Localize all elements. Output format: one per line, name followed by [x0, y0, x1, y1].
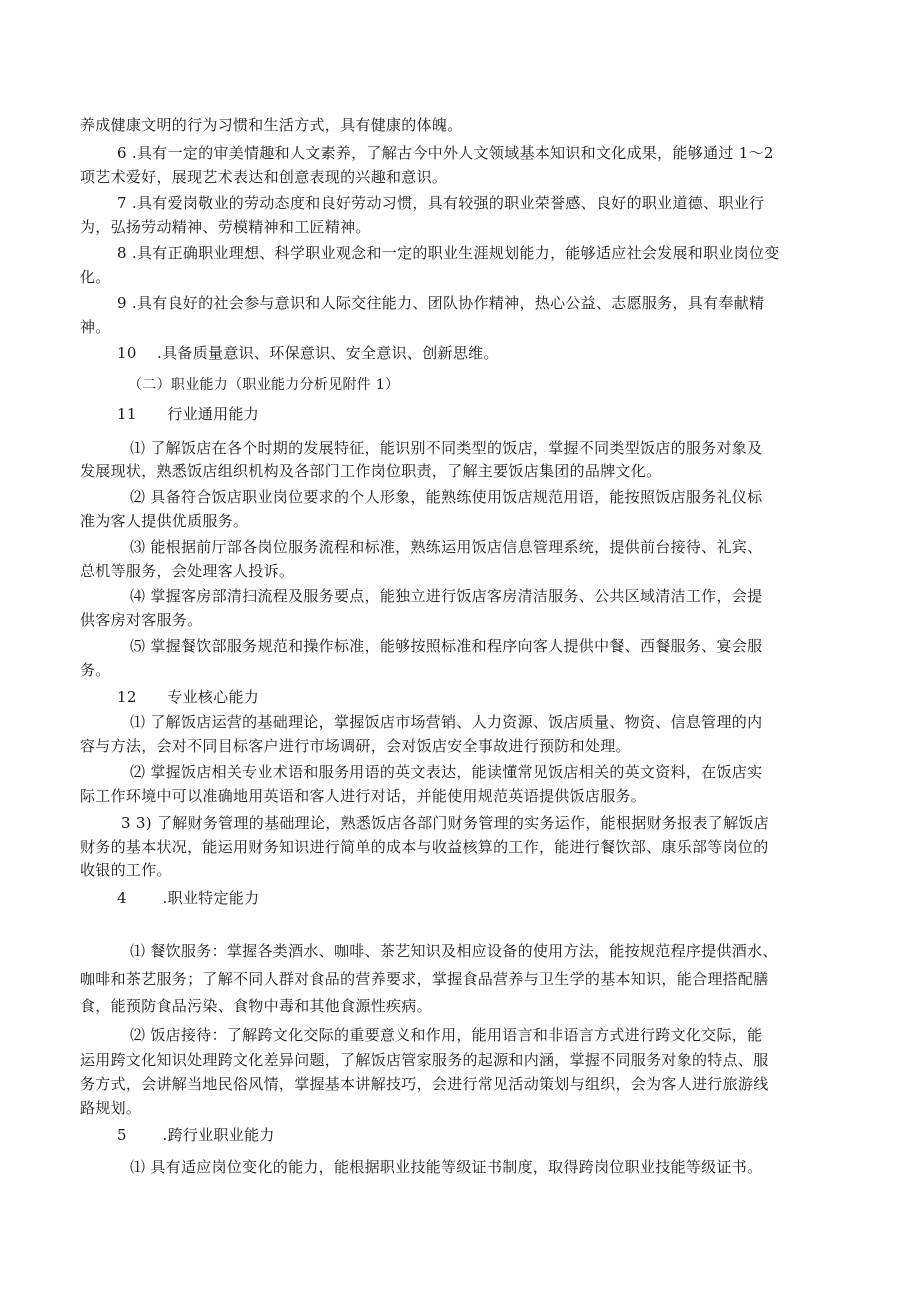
text-line: 总机等服务，会处理客人投诉。 — [80, 562, 295, 580]
text-line: ⑶ 能根据前厅部各岗位服务流程和标准，熟练运用饭店信息管理系统，提供前台接待、礼宾、 — [130, 538, 763, 556]
text-line: 食，能预防食品污染、食物中毒和其他食源性疾病。 — [80, 997, 432, 1015]
text-line: ⑴ 了解饭店运营的基础理论，掌握饭店市场营销、人力资源、饭店质量、物资、信息管理的内 — [130, 713, 763, 731]
text-line: 收银的工作。 — [80, 861, 172, 879]
text-line: 8 .具有正确职业理想、科学职业观念和一定的职业生涯规划能力，能够适应社会发展和职业岗位变 — [117, 244, 780, 262]
text-line: ⑷ 掌握客房部清扫流程及服务要点，能独立进行饭店客房清洁服务、公共区域清洁工作，会提 — [130, 587, 763, 605]
text-line: 容与方法，会对不同目标客户进行市场调研，会对饭店安全事故进行预防和处理。 — [80, 737, 631, 755]
text-line: ⑵ 饭店接待：了解跨文化交际的重要意义和作用，能用语言和非语言方式进行跨文化交际，能 — [130, 1026, 763, 1044]
text-line: 化。 — [80, 268, 111, 286]
text-line: 10 .具备质量意识、环保意识、安全意识、创新思维。 — [117, 344, 499, 362]
text-line: 9 .具有良好的社会参与意识和人际交往能力、团队协作精神，热心公益、志愿服务，具有奉献精 — [117, 294, 765, 312]
text-line: 准为客人提供优质服务。 — [80, 512, 249, 530]
text-line: 务方式，会讲解当地民俗风情，掌握基本讲解技巧，会进行常见活动策划与组织，会为客人进行旅游线 — [80, 1075, 769, 1093]
subsection-heading: 11 行业通用能力 — [117, 405, 260, 423]
text-line: 发展现状，熟悉饭店组织机构及各部门工作岗位职责，了解主要饭店集团的品牌文化。 — [80, 462, 662, 480]
text-line: ⑴ 餐饮服务：掌握各类酒水、咖啡、茶艺知识及相应设备的使用方法，能按规范程序提供酒水、 — [130, 942, 778, 960]
text-line: ⑸ 掌握餐饮部服务规范和操作标准，能够按照标准和程序向客人提供中餐、西餐服务、宴会服 — [130, 637, 763, 655]
text-line: 项艺术爱好，展现艺术表达和创意表现的兴趣和意识。 — [80, 168, 448, 186]
text-line: ⑴ 具有适应岗位变化的能力，能根据职业技能等级证书制度，取得跨岗位职业技能等级证书。 — [130, 1158, 763, 1176]
text-line: ⑵ 具备符合饭店职业岗位要求的个人形象，能熟练使用饭店规范用语，能按照饭店服务礼仪标 — [130, 488, 763, 506]
subsection-heading: 5 .跨行业职业能力 — [117, 1126, 275, 1144]
text-line: 务。 — [80, 661, 111, 679]
section-heading: （二）职业能力（职业能力分析见附件 1） — [128, 377, 400, 393]
subsection-heading: 4 .职业特定能力 — [117, 889, 260, 907]
subsection-heading: 12 专业核心能力 — [117, 688, 260, 706]
text-line: 神。 — [80, 318, 111, 336]
text-line: 3 3) 了解财务管理的基础理论，熟悉饭店各部门财务管理的实务运作，能根据财务报表了解饭店 — [121, 814, 769, 832]
text-line: 供客房对客服务。 — [80, 611, 203, 629]
text-line: 7 .具有爱岗敬业的劳动态度和良好劳动习惯，具有较强的职业荣誉感、良好的职业道德、职业行 — [117, 194, 765, 212]
text-line: 际工作环境中可以准确地用英语和客人进行对话，并能使用规范英语提供饭店服务。 — [80, 787, 647, 805]
text-line: 路规划。 — [80, 1099, 142, 1117]
text-line: 为，弘扬劳动精神、劳模精神和工匠精神。 — [80, 218, 371, 236]
text-line: 财务的基本状况，能运用财务知识进行简单的成本与收益核算的工作，能进行餐饮部、康乐部等岗位的 — [80, 838, 769, 856]
text-line: 咖啡和茶艺服务；了解不同人群对食品的营养要求，掌握食品营养与卫生学的基本知识，能合理搭配膳 — [80, 970, 769, 988]
text-line: ⑵ 掌握饭店相关专业术语和服务用语的英文表达，能读懂常见饭店相关的英文资料，在饭店实 — [130, 763, 763, 781]
text-line: 6 .具有一定的审美情趣和人文素养，了解古今中外人文领域基本知识和文化成果，能够通过 1～2 — [117, 144, 774, 162]
text-line: 养成健康文明的行为习惯和生活方式，具有健康的体魄。 — [80, 116, 463, 134]
text-line: ⑴ 了解饭店在各个时期的发展特征，能识别不同类型的饭店，掌握不同类型饭店的服务对象及 — [130, 439, 763, 457]
text-line: 运用跨文化知识处理跨文化差异问题，了解饭店管家服务的起源和内涵，掌握不同服务对象的特点、服 — [80, 1051, 769, 1069]
